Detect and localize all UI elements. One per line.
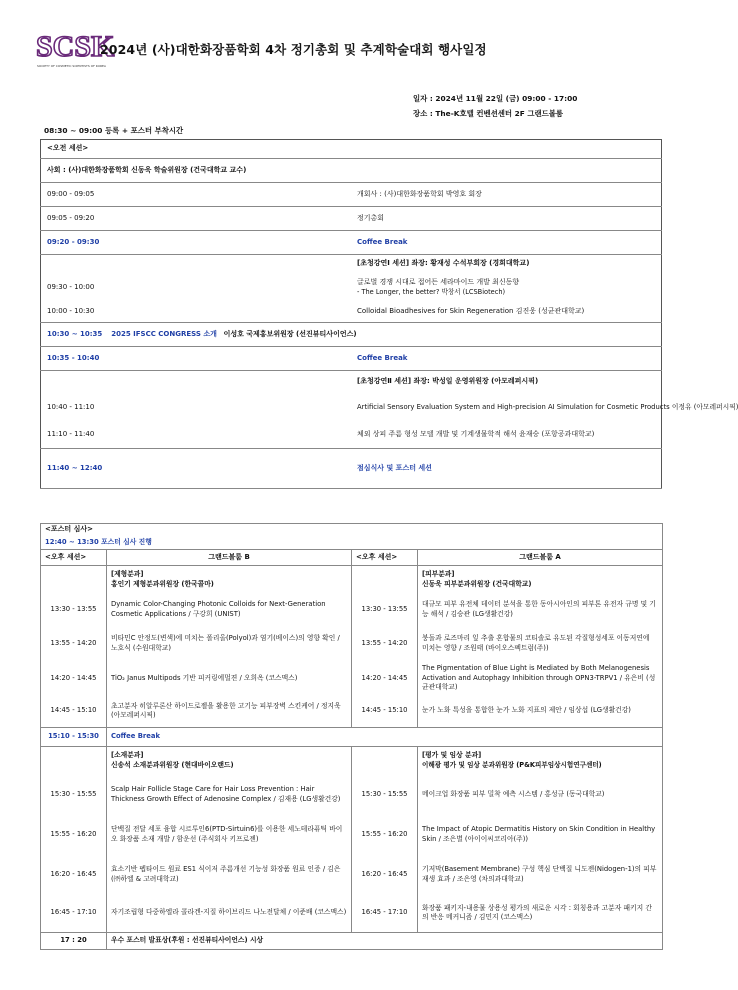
talk-time: 15:55 - 16:20 [352,815,418,855]
talk-time: 16:20 - 16:45 [41,855,107,895]
page-title: 2024년 (사)대한화장품학회 4차 정기총회 및 추계학술대회 행사일정 [100,42,487,57]
schedule-row [41,449,662,489]
subcommittee-chair: 신동욱 피부분과위원장 (건국대학교) [422,579,532,588]
talk-time: 14:45 - 15:10 [41,696,107,728]
talk-time: 13:30 - 13:55 [352,594,418,626]
talk-time: 16:45 - 17:10 [41,895,107,933]
row-time: 09:05 - 09:20 [41,207,352,231]
ifscc-speaker: 이성호 국제홍보위원장 (선진뷰티사이언스) [223,329,357,338]
coffee-break-label: Coffee Break [107,728,663,747]
schedule-row [41,423,662,449]
registration-time: 08:30 ~ 09:00 등록 + 포스터 부착시간 [44,126,184,135]
talk-time: 14:20 - 14:45 [41,662,107,696]
coffee-break-label: Coffee Break [351,231,662,255]
talk-entry: 단백질 전달 세포 융합 시르투인6(PTD-Sirtuin6)를 이용한 세노테라퓨틱 바이오 화장품 소재 개발 / 함운선 (주식회사 키프로젠) [107,815,352,855]
coffee-break-row [41,728,663,747]
talk-time: 13:55 - 14:20 [41,626,107,662]
row-content: 정기총회 [351,207,662,231]
talk-time: 15:30 - 15:55 [352,775,418,815]
row-time: 09:20 - 09:30 [41,231,352,255]
lunch-label: 점심식사 및 포스터 세션 [351,449,662,489]
talk-time: 14:20 - 14:45 [352,662,418,696]
invited-session-2-head: [초청강연Ⅱ 세션] 좌장: 박성일 운영위원장 (아모레퍼시픽) [357,376,539,385]
talk-entry: 효소기반 펩타이드 원료 ES1 식이저 주름개선 기능성 화장품 원료 인증 / 김은 (㈜하엘 & 고려대학교) [107,855,352,895]
subcommittee-chair: 신송석 소재분과위원장 (현대바이오랜드) [111,760,234,769]
subcommittee-header-row [41,566,663,594]
row-time: 10:00 - 10:30 [41,303,352,323]
schedule-row [41,303,662,323]
talk-entry: TiO₂ Janus Multipods 기반 피커링에멀젼 / 오희옥 (코스맥스) [107,662,352,696]
award-row [41,933,663,950]
talk-time: 13:55 - 14:20 [352,626,418,662]
talk-time: 16:20 - 16:45 [352,855,418,895]
award-time: 17 : 20 [41,933,107,950]
talk-row [41,895,663,933]
talk-row [41,815,663,855]
poster-judging-line: 12:40 ~ 13:30 포스터 심사 진행 [41,537,663,550]
talk-row [41,775,663,815]
row-time: 11:40 ~ 12:40 [41,449,352,489]
award-label: 우수 포스터 발표상(후원 : 선진뷰티사이언스) 시상 [107,933,663,950]
event-venue: 장소 : The-K호텔 컨벤션센터 2F 그랜드볼룸 [413,109,564,118]
schedule-row [41,231,662,255]
morning-section-label: <오전 세션> [41,140,662,159]
subcommittee-name: [제형분과] [111,570,144,579]
session-header-row [41,255,662,273]
row-time: 11:10 - 11:40 [41,423,352,449]
schedule-row [41,347,662,371]
row-time: 10:40 - 11:10 [47,402,95,411]
invited-session-1-head: [초청강연Ⅰ 세션] 좌장: 황재성 수석부회장 (경희대학교) [357,258,530,267]
row-content: Colloidal Bioadhesives for Skin Regeneration 김진웅 (성균관대학교) [351,303,662,323]
talk-entry: 초고분자 히알루론산 하이드로젤을 활용한 고기능 피부장벽 스킨케어 / 정지욱 (아모레퍼시픽) [107,696,352,728]
row-time: 09:30 - 10:00 [47,282,95,291]
row-time: 10:35 - 10:40 [41,347,352,371]
talk-entry: 붕돌과 로즈마리 잎 추출 혼합물의 코티솔로 유도된 각질형성세포 이동저연에 미치는 영향 / 조원태 (바이오스펙트럼(주)) [418,626,663,662]
session-header-row [41,371,662,393]
room-header-row [41,550,663,566]
subcommittee-chair: 홍인기 제형분과위원장 (한국콜마) [111,579,214,588]
room-b-header: 그랜드볼룸 B [107,550,352,566]
society-logo [36,30,115,72]
talk-entry: 비타민C 안정도(변색)에 미치는 폴리올(Polyol)과 염기(베이스)의 영향 확인 / 노호식 (수원대학교) [107,626,352,662]
row-content: Artificial Sensory Evaluation System and High-precision AI Simulation for Cosmetic Products 이정유 (아모레퍼시픽) [357,402,738,411]
event-date: 일자 : 2024년 11월 22일 (금) 09:00 - 17:00 [413,94,578,103]
morning-schedule-table [40,139,738,489]
row-time: 09:00 - 09:05 [41,183,352,207]
talk-row [41,696,663,728]
coffee-break-label: Coffee Break [351,347,662,371]
talk-entry: Scalp Hair Follicle Stage Care for Hair Loss Prevention : Hair Thickness Growth Effect of Adenosine Complex / 김재용 (LG생활건강) [107,775,352,815]
talk-entry: 기저막(Basement Membrane) 구성 핵심 단백질 니도젠(Nidogen-1)의 피부 재생 효과 / 조은영 (차의과대학교) [418,855,663,895]
row-time: 10:30 ~ 10:35 [47,329,103,338]
talk-time: 13:30 - 13:55 [41,594,107,626]
talk-time: 15:30 - 15:55 [41,775,107,815]
talk-title: 글로벌 경쟁 시대로 접어든 세라마이드 개발 최신동향 [357,278,520,287]
talk-entry: 눈가 노화 특성을 통합한 눈가 노화 지표의 제안 / 임상섭 (LG생활건강) [418,696,663,728]
row-content: 체외 상피 주름 형성 모델 개발 및 기계생물학적 해석 윤재승 (포항공과대학교) [351,423,662,449]
ifscc-label: 2025 IFSCC CONGRESS 소개 [111,329,217,338]
schedule-row [41,393,662,423]
room-a-header: 그랜드볼룸 A [418,550,663,566]
talk-row [41,855,663,895]
schedule-row [41,207,662,231]
subcommittee-header-row [41,747,663,775]
schedule-row [41,273,662,303]
talk-time: 15:55 - 16:20 [41,815,107,855]
logo-letters: SCSK [36,30,115,63]
talk-time: 16:45 - 17:10 [352,895,418,933]
subcommittee-name: [소재분과] [111,751,144,760]
pm-session-label: <오후 세션> [352,550,418,566]
talk-entry: The Impact of Atopic Dermatitis History on Skin Condition in Healthy Skin / 조은별 (아이이씨코리아(주)) [418,815,663,855]
schedule-row [41,323,662,347]
schedule-row [41,183,662,207]
talk-time: 14:45 - 15:10 [352,696,418,728]
subcommittee-name: [평가 및 임상 분과] [422,751,482,760]
afternoon-schedule-table [40,523,663,950]
talk-entry: 메이크업 화장품 피부 밀착 예측 시스템 / 홍성규 (동국대학교) [418,775,663,815]
talk-entry: The Pigmentation of Blue Light is Mediated by Both Melanogenesis Activation and Autophagy Inhibition through OPN3-TRPV1 / 유은비 (성균관대학교) [418,662,663,696]
talk-entry: Dynamic Color-Changing Photonic Colloids for Next-Generation Cosmetic Applications / 구강희 (UNIST) [107,594,352,626]
talk-entry: 대규모 피부 유전체 데이터 분석을 통한 동아시아인의 피부톤 유전자 규명 및 기능 해석 / 김승관 (LG생활건강) [418,594,663,626]
talk-row [41,626,663,662]
subcommittee-chair: 이해광 평가 및 임상 분과위원장 (P&K피부임상시험연구센터) [422,760,602,769]
talk-row [41,662,663,696]
talk-entry: 화장품 패키지-내용물 상용성 평가의 새로운 시각 : 회칭용과 고분자 패키지 간의 반응 메커니즘 / 김민지 (코스맥스) [418,895,663,933]
talk-entry: 자기조립형 다중하엘라 콜라겐-지질 하이브리드 나노전달체 / 이준배 (코스맥스) [107,895,352,933]
subcommittee-name: [피부분과] [422,570,455,579]
logo-subtext: SOCIETY OF COSMETIC SCIENTISTS OF KOREA [37,64,106,68]
moderator-line: 사회 : (사)대한화장품학회 신동욱 학술위원장 (건국대학교 교수) [41,159,662,183]
row-content: 개회사 : (사)대한화장품학회 박영호 회장 [351,183,662,207]
poster-section-label: <포스터 심사> [41,524,663,537]
pm-session-label: <오후 세션> [41,550,107,566]
talk-subtitle: - The Longer, the better? 박창서 (LCSBiotech) [357,287,506,296]
talk-row [41,594,663,626]
row-time: 15:10 - 15:30 [41,728,107,747]
